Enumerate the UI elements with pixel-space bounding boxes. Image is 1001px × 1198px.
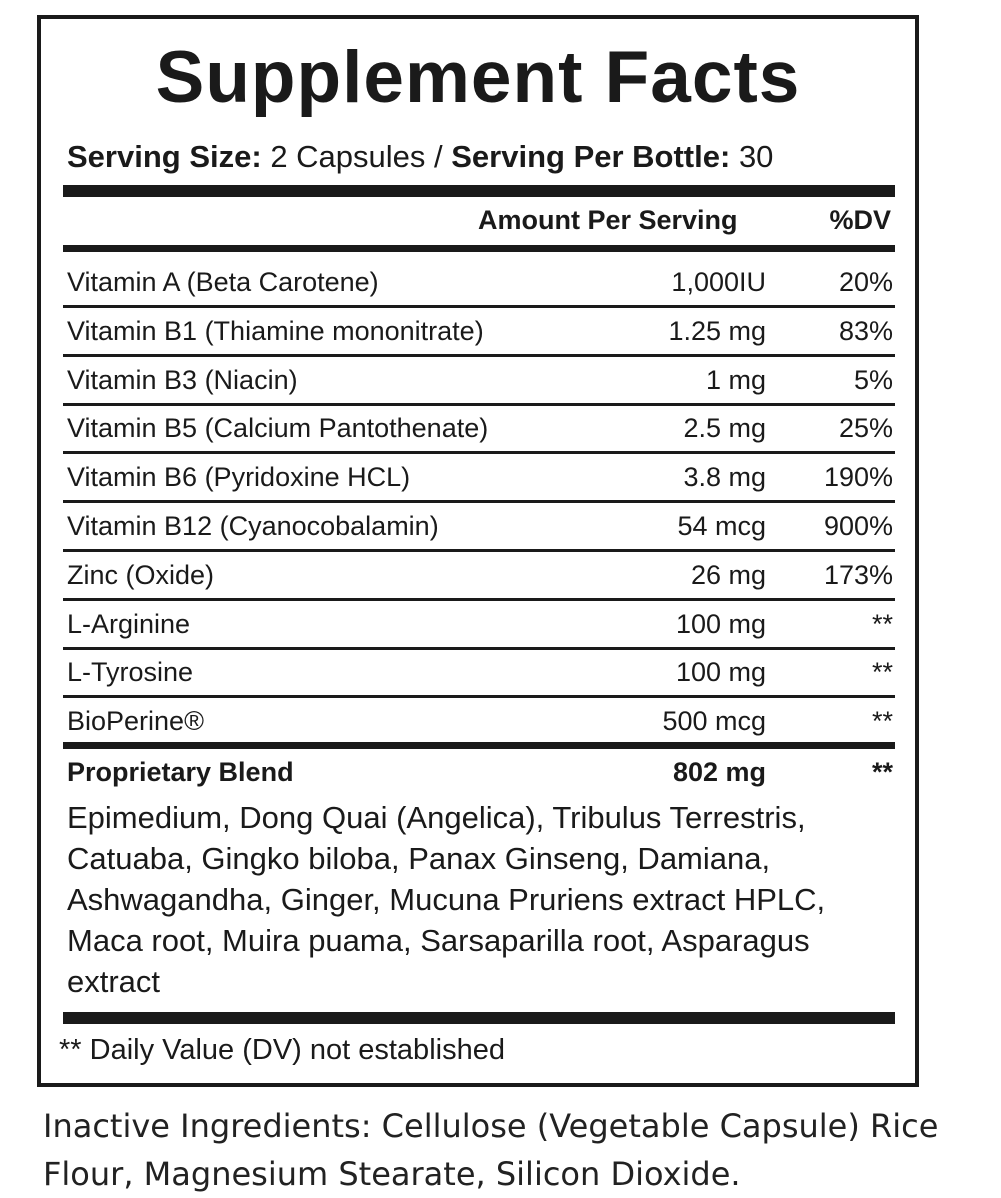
divider-bottom [63,1012,895,1024]
nutrient-row [67,503,893,549]
nutrient-row [67,552,893,598]
nutrient-dv: 83% [838,315,893,346]
nutrient-row [67,259,893,305]
proprietary-blend-row [67,749,893,795]
blend-dv: ** [871,757,893,787]
serving-size-label: Serving Size: [67,139,262,174]
nutrient-dv: 190% [823,462,893,493]
nutrient-row [67,649,893,695]
nutrient-name: Zinc (Oxide) [67,559,215,590]
nutrient-name: L-Tyrosine [67,657,194,688]
nutrient-amount: 54 mcg [677,511,766,541]
panel-title: Supplement Facts [155,37,801,118]
nutrient-name: Vitamin A (Beta Carotene) [67,267,379,297]
blend-ingredients: Epimedium, Dong Quai (Angelica), Tribulus Terrestris, Catuaba, Gingko biloba, Panax Ginseng, Damiana, Ashwagandha, Ginger, Mucuna Pruriens extract HPLC, Maca root, Muira puama, Sarsaparilla root, Asparagus extract [67,800,826,999]
nutrient-row [67,454,893,500]
nutrient-amount: 100 mg [675,657,766,688]
nutrient-dv: ** [871,608,893,639]
nutrient-amount: 1 mg [705,364,766,395]
nutrient-name: Vitamin B12 (Cyanocobalamin) [67,511,439,541]
nutrient-dv: 900% [823,511,893,541]
nutrient-dv: 25% [838,413,893,444]
nutrient-dv: ** [871,657,893,688]
divider-top [63,185,895,197]
serving-size-value: 2 Capsules [270,139,426,174]
nutrient-amount: 1.25 mg [668,315,766,346]
nutrient-name: Vitamin B3 (Niacin) [67,364,298,395]
nutrient-name: L-Arginine [67,608,191,639]
divider-header [63,245,895,252]
nutrient-dv: ** [871,706,893,737]
nutrient-row [67,357,893,403]
nutrient-amount: 100 mg [675,608,766,639]
supplement-facts-panel [37,15,919,1087]
servings-per-bottle-label: Serving Per Bottle: [451,139,731,174]
dv-footnote: ** Daily Value (DV) not established [59,1034,505,1066]
nutrient-row [67,601,893,647]
serving-separator: / [425,139,452,174]
serving-info [67,141,907,172]
nutrient-amount: 1,000IU [671,267,766,297]
nutrient-row [67,405,893,451]
blend-name: Proprietary Blend [67,757,294,787]
nutrient-amount: 26 mg [690,559,766,590]
nutrient-row [67,698,893,744]
nutrient-amount: 500 mcg [662,706,766,737]
divider-blend [63,742,895,749]
nutrient-row [67,308,893,354]
inactive-ingredients: Inactive Ingredients: Cellulose (Vegetable Capsule) Rice Flour, Magnesium Stearate, Silicon Dioxide. [43,1107,939,1193]
servings-per-bottle-value: 30 [738,139,774,174]
nutrient-name: Vitamin B5 (Calcium Pantothenate) [67,413,489,444]
amount-column-header: Amount Per Serving [478,205,738,235]
nutrient-amount: 2.5 mg [683,413,766,444]
nutrient-name: BioPerine® [67,706,204,737]
nutrient-name: Vitamin B1 (Thiamine mononitrate) [67,315,484,346]
dv-column-header: %DV [829,205,891,235]
nutrient-dv: 5% [853,364,893,395]
nutrient-amount: 3.8 mg [683,462,766,493]
nutrient-name: Vitamin B6 (Pyridoxine HCL) [67,462,411,493]
nutrient-dv: 173% [823,559,893,590]
blend-amount: 802 mg [672,757,766,787]
nutrient-dv: 20% [838,267,893,297]
